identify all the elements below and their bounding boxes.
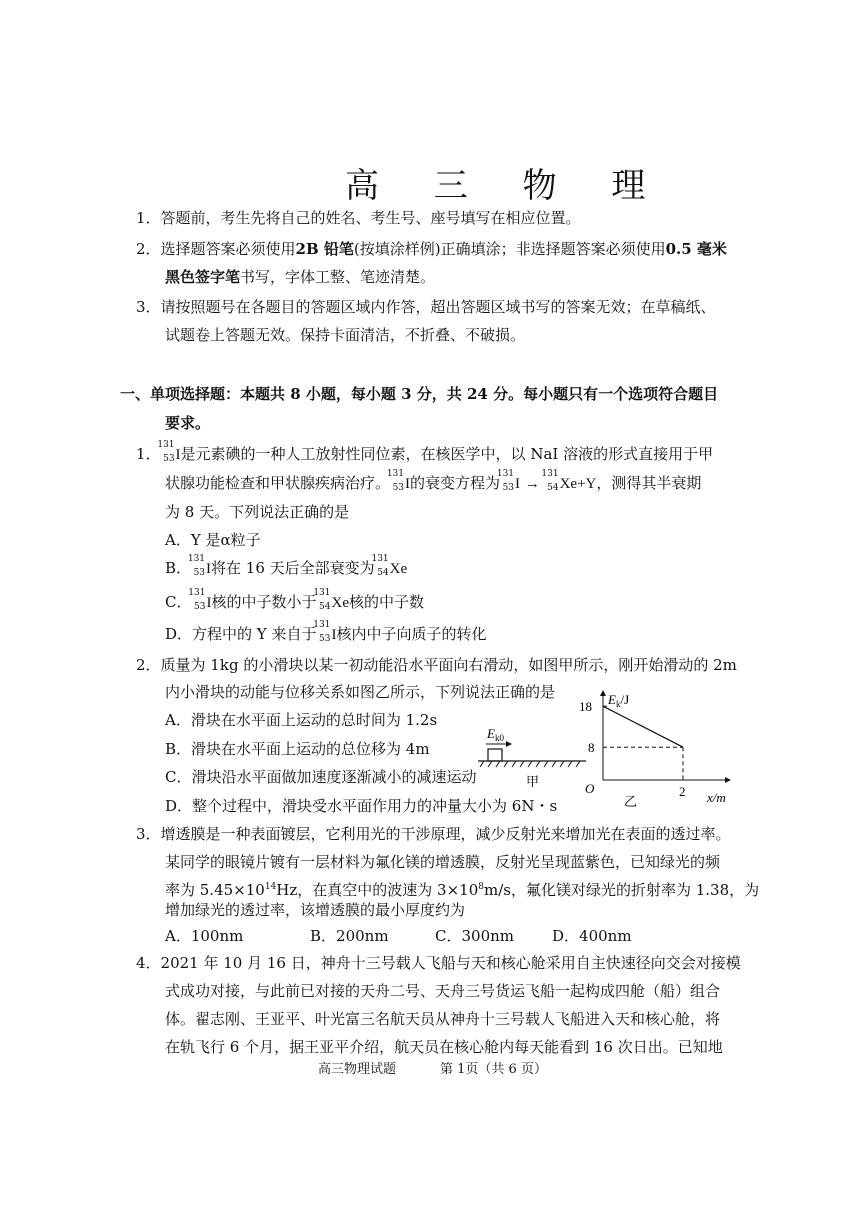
q1-option-d: D．方程中的 Y 来自于 131 53 I核内中子向质子的转化	[165, 620, 487, 644]
figure-jia-label: 甲	[526, 774, 540, 789]
q2-option-b: B．滑块在水平面上运动的总位移为 4m	[165, 740, 430, 758]
figure-yi-chart	[575, 690, 735, 815]
instruction-1: 1．答题前，考生先将自己的姓名、考生号、座号填写在相应位置。	[136, 209, 581, 227]
footer-page-number: 第 1页（共 6 页）	[440, 1062, 547, 1077]
q1-line-2: 状腺功能检查和甲状腺疾病治疗。 131 53 I的衰变方程为 131 53 I → 131 54 Xe+Y，测得其半衰期	[165, 469, 702, 493]
q4-line-1: 4．2021 年 10 月 16 日，神舟十三号载人飞船与天和核心舱采用自主快速径向交会对接模	[136, 954, 741, 972]
q2-option-d: D．整个过程中，滑块受水平面作用力的冲量大小为 6N・s	[165, 797, 558, 815]
ek-line-series	[603, 706, 683, 747]
y-tick-label-8: 8	[588, 740, 595, 756]
figure-jia	[478, 722, 588, 792]
instruction-2-cont: 黑色签字笔书写，字体工整、笔迹清楚。	[165, 268, 436, 286]
y-axis-arrow-icon	[600, 690, 606, 696]
instruction-3: 3．请按照题号在各题目的答题区域内作答，超出答题区域书写的答案无效；在草稿纸、	[136, 298, 716, 316]
q3-option-a: A．100nm	[165, 927, 244, 945]
q1-option-a: A．Y 是α粒子	[165, 531, 261, 549]
page-title: 高 三 物 理	[345, 166, 668, 206]
x-axis-label: x/m	[707, 790, 726, 805]
q3-line-4: 增加绿光的透过率，该增透膜的最小厚度约为	[165, 901, 466, 919]
q3-option-d: D．400nm	[552, 927, 632, 945]
x-axis-arrow-icon	[725, 777, 731, 783]
ek0-label: $E_{k0}$	[487, 726, 504, 743]
q3-line-3: 率为 $5.45\times 10^{14}Hz$，在真空中的波速为 $3\times 10^8m/s$，氟化镁对绿光的折射率为 1.38，为	[165, 881, 760, 899]
q4-line-4: 在轨飞行 6 个月，据王亚平介绍，航天员在核心舱内每天能看到 16 次日出。已知地	[165, 1038, 723, 1056]
arrow-head-icon	[506, 741, 512, 747]
y-axis-label: $E_k/J$	[608, 692, 630, 709]
slider-block	[488, 749, 502, 761]
q4-line-2: 式成功对接，与此前已对接的天舟二号、天舟三号货运飞船一起构成四舱（船）组合	[165, 982, 721, 1000]
q1-option-b: B． 131 53 I将在 16 天后全部衰变为 131 54 Xe	[165, 554, 408, 578]
x-tick-label-2: 2	[679, 784, 686, 799]
q3-option-b: B．200nm	[310, 927, 389, 945]
q2-line-2: 内小滑块的动能与位移关系如图乙所示，下列说法正确的是	[165, 683, 556, 701]
y-tick-label-18: 18	[579, 699, 592, 715]
q3-line-2: 某同学的眼镜片镀有一层材料为氟化镁的增透膜，反射光呈现蓝紫色，已知绿光的频	[165, 853, 721, 871]
instruction-2: 2．选择题答案必须使用2B 铅笔(按填涂样例)正确填涂；非选择题答案必须使用0.5 毫米	[136, 240, 727, 258]
q2-option-a: A．滑块在水平面上运动的总时间为 1.2s	[165, 711, 438, 729]
q3-option-c: C．300nm	[435, 927, 514, 945]
q1-option-c: C． 131 53 I核的中子数小于 131 54 Xe核的中子数	[165, 588, 425, 612]
q1-line-1: 1． 131 53 I是元素碘的一种人工放射性同位素，在核医学中，以 NaI 溶液的形式直接用于甲	[136, 440, 714, 464]
section-heading-cont: 要求。	[165, 414, 211, 432]
figure-yi-label: 乙	[624, 794, 638, 809]
q4-line-3: 体。翟志刚、王亚平、叶光富三名航天员从神舟十三号载人飞船进入天和核心舱，将	[165, 1010, 721, 1028]
footer-title: 高三物理试题	[318, 1062, 397, 1077]
q1-line-3: 为 8 天。下列说法正确的是	[165, 503, 350, 521]
section-heading: 一、单项选择题：本题共 8 小题，每小题 3 分，共 24 分。每小题只有一个选项符合题目	[120, 385, 719, 403]
ground-hatching	[480, 761, 580, 767]
instruction-3-cont: 试题卷上答题无效。保持卡面清洁，不折叠、不破损。	[165, 326, 526, 344]
q2-line-1: 2．质量为 1kg 的小滑块以某一初动能沿水平面向右滑动，如图甲所示，刚开始滑动的 2m	[136, 656, 737, 674]
origin-label: O	[585, 781, 595, 796]
q2-option-c: C．滑块沿水平面做加速度逐渐减小的减速运动	[165, 768, 477, 786]
q3-line-1: 3．增透膜是一种表面镀层，它利用光的干涉原理，减少反射光来增加光在表面的透过率。	[136, 825, 731, 843]
